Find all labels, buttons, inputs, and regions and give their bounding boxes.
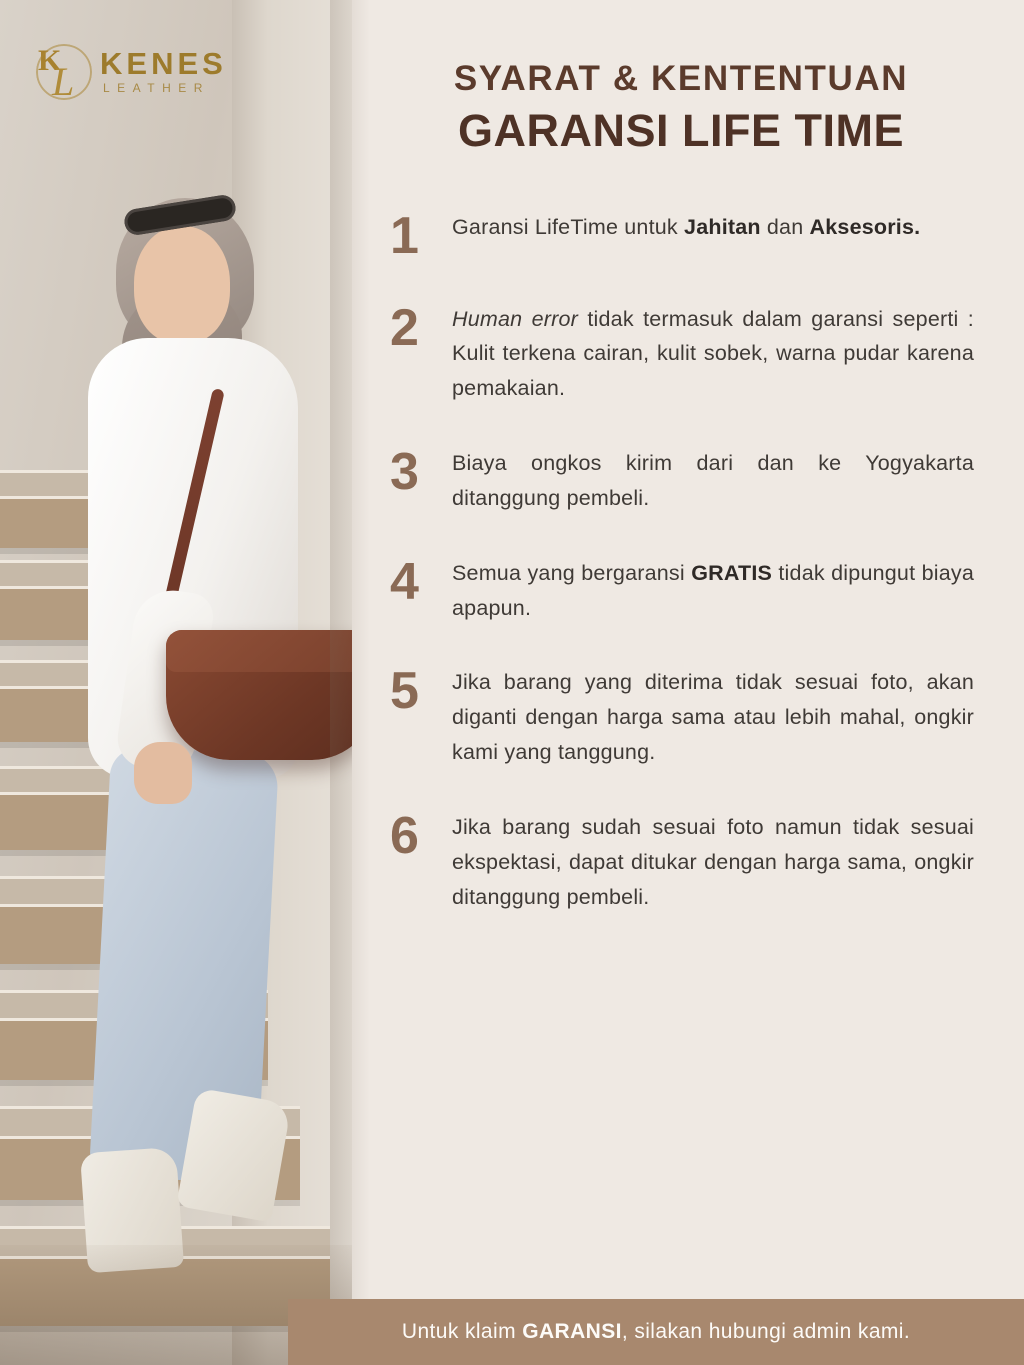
monogram-letter-k: K — [38, 44, 62, 77]
list-item — [390, 298, 974, 406]
monogram-icon — [34, 42, 92, 104]
term-text: Semua yang bergaransi GRATIS tidak dipungut biaya apapun. — [452, 560, 974, 620]
terms-list — [352, 207, 1024, 914]
monogram-letter-l: L — [52, 59, 75, 104]
term-number: 4 — [390, 552, 419, 611]
term-number: 3 — [390, 443, 419, 502]
list-item — [390, 443, 974, 516]
term-text: Garansi LifeTime untuk Jahitan dan Aksesoris. — [452, 215, 921, 240]
page-title — [352, 0, 1024, 156]
list-item — [390, 207, 974, 266]
leather-bag — [166, 630, 352, 760]
list-item — [390, 662, 974, 769]
list-item — [390, 552, 974, 626]
boot-right — [176, 1088, 291, 1223]
brand-name: KENES — [100, 46, 227, 81]
brand-logo — [34, 34, 274, 108]
brand-wordmark — [100, 48, 227, 94]
content-column — [352, 0, 1024, 1365]
model-face — [134, 226, 230, 344]
term-text: Human error tidak termasuk dalam garansi seperti : Kulit terkena cairan, kulit sobek, warna pudar karena pemakaian. — [452, 306, 974, 401]
term-text: Jika barang sudah sesuai foto namun tidak sesuai ekspektasi, dapat ditukar dengan harga sama, ongkir ditanggung pembeli. — [452, 814, 974, 909]
title-line-1: SYARAT & KENTENTUAN — [453, 59, 909, 98]
term-number: 1 — [390, 207, 419, 266]
brand-subtitle: LEATHER — [103, 81, 210, 95]
footer-text: Untuk klaim GARANSI, silakan hubungi admin kami. — [401, 1320, 911, 1343]
term-number: 2 — [390, 298, 419, 357]
term-number: 6 — [390, 806, 419, 865]
footer-bar — [288, 1299, 1024, 1365]
model-photo — [0, 0, 352, 1365]
term-text: Jika barang yang diterima tidak sesuai foto, akan diganti dengan harga sama atau lebih mahal, ongkir kami yang tanggung. — [452, 670, 974, 765]
model-hand — [134, 742, 192, 804]
title-line-2: GARANSI LIFE TIME — [458, 104, 904, 156]
list-item — [390, 806, 974, 914]
model-figure — [38, 190, 338, 1300]
term-text: Biaya ongkos kirim dari dan ke Yogyakarta ditanggung pembeli. — [452, 451, 974, 510]
term-number: 5 — [390, 662, 419, 721]
